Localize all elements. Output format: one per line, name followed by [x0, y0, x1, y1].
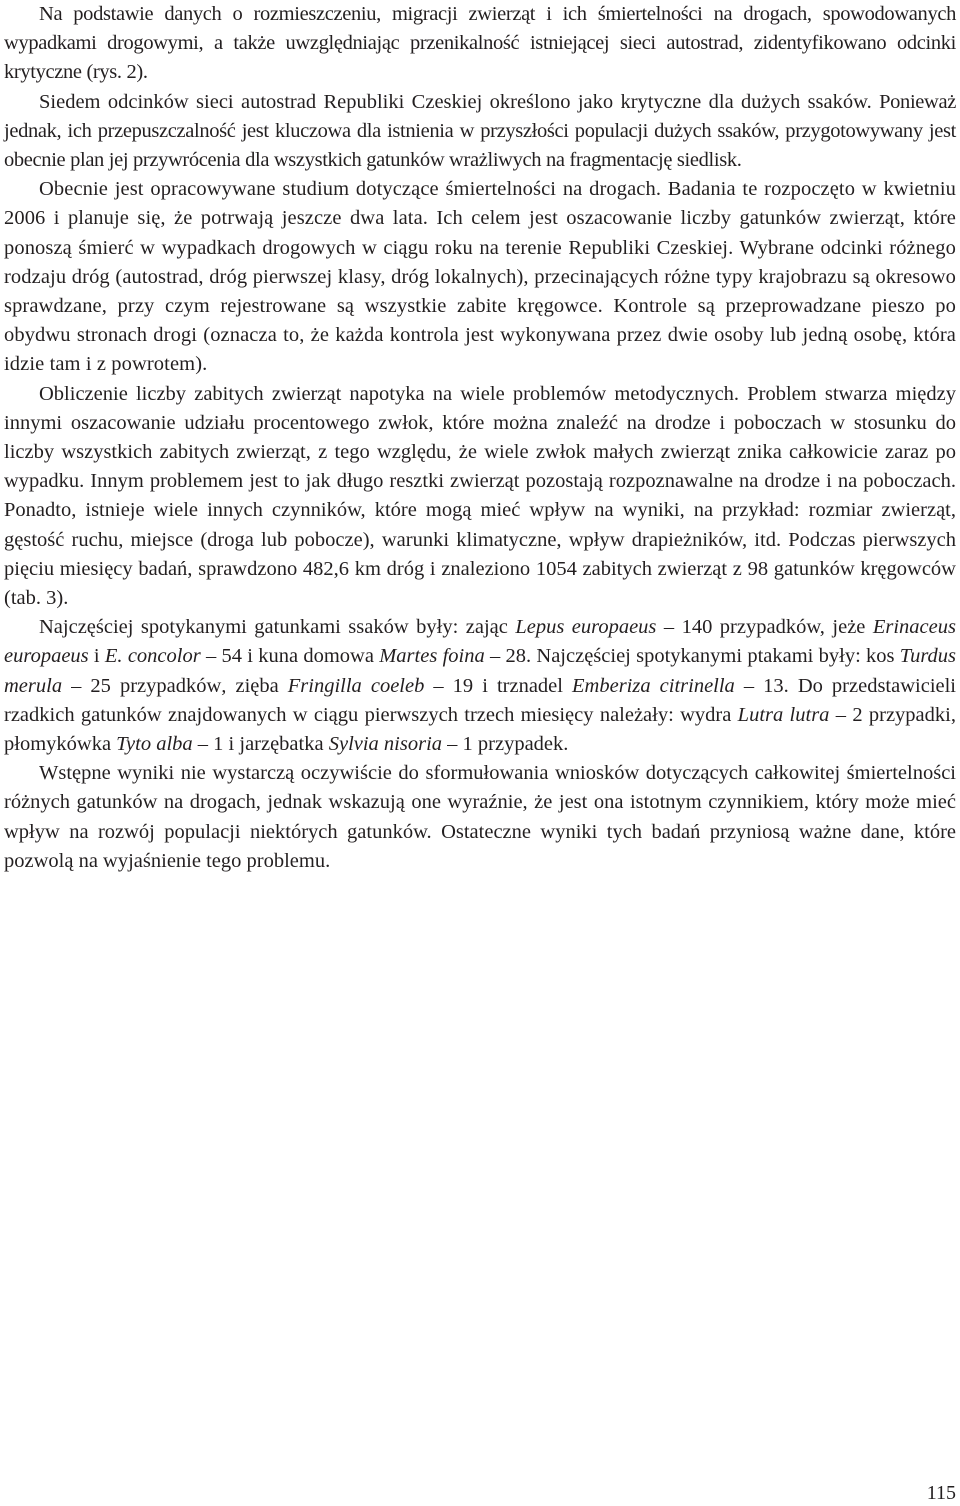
italic-comma: , [221, 674, 227, 697]
text-segment: Najczęściej spotykanymi gatunkami ssaków były: zając [39, 616, 516, 639]
text-segment: – 25 przypadków [62, 674, 222, 697]
paragraph-critical-sections: Na podstawie danych o rozmieszczeniu, migracji zwierząt i ich śmiertelności na drogach, spowodowanych wypadkami drogowymi, a także uwzględniając przenikalność istniejącej sieci autostrad, zidentyfikowano odcinki krytyczne (rys. 2). [4, 3, 956, 84]
text-segment: – 1 i jarzębatka [192, 733, 329, 756]
paragraph-large-mammals [4, 88, 956, 176]
article-body [4, 0, 956, 876]
text-segment: – 2 przypadki, płomykówka [4, 703, 956, 756]
species-name: E. concolor [104, 645, 201, 668]
text-segment: – 1 przypadek. [442, 733, 569, 756]
permeability-sentence: Ponieważ jednak, ich przepuszczalność jest kluczowa dla istnienia w przyszłości populacji dużych ssaków, przygotowywany jest obecnie plan jej przywrócenia dla wszystkich gatunków wrażliwych na fragmentację siedlisk. [4, 90, 957, 172]
species-name: Emberiza citrinella [572, 674, 735, 697]
text-segment: i [88, 645, 105, 668]
species-name: Lepus europaeus [515, 616, 657, 639]
text-segment: zięba [226, 674, 288, 697]
species-name: Lutra lutra [737, 703, 830, 726]
page-number: 115 [926, 1482, 956, 1504]
text-segment: – 28. Najczęściej spotykanymi ptakami były: kos [484, 645, 900, 668]
large-mammals-sentence: Siedem odcinków sieci autostrad Republiki Czeskiej określono jako krytyczne dla dużych ssaków. [39, 90, 872, 113]
species-name: Tyto alba [116, 733, 193, 756]
species-name: Erinaceus europaeus [4, 616, 956, 668]
text-segment: – 13. Do przedstawicieli rzadkich gatunków znajdowanych w ciągu pierwszych trzech miesięcy należały: wydra [4, 674, 956, 726]
text-segment: – 19 i trznadel [424, 674, 573, 697]
paragraph-methodology: Obliczenie liczby zabitych zwierząt napotyka na wiele problemów metodycznych. Problem stwarza między innymi oszacowanie udziału procentowego zwłok, które można znaleźć na drodze i poboczach w stosunku do liczby wszystkich zabitych zwierząt, z tego względu, że wiele zwłok małych zwierząt znika całkowicie zaraz po wypadku. Innym problemem jest to jak długo resztki zwierząt pozostają rozpoznawalne na drodze i na poboczach. Ponadto, istnieje wiele innych czynników, które mogą mieć wpływ na wyniki, na przykład: rozmiar zwierząt, gęstość ruchu, miejsce (droga lub pobocze), warunki klimatyczne, wpływ drapieżników, itd. Podczas pierwszych pięciu miesięcy badań, sprawdzono 482,6 km dróg i znaleziono 1054 zabitych zwierząt z 98 gatunków kręgowców (tab. 3). [4, 382, 956, 610]
paragraph-conclusions: Wstępne wyniki nie wystarczą oczywiście do sformułowania wniosków dotyczących całkowitej śmiertelności różnych gatunków na drogach, jednak wskazują one wyraźnie, że jest ona istotnym czynnikiem, który może mieć wpływ na rozwój populacji niektórych gatunków. Ostateczne wyniki tych badań przyniosą ważne dane, które pozwolą na wyjaśnienie tego problemu. [4, 762, 956, 872]
text-segment: – 54 i kuna domowa [200, 645, 380, 668]
species-name: Turdus merula [4, 645, 957, 697]
species-name: Fringilla coeleb [287, 674, 425, 697]
text-segment: – 140 przypadków, jeże [656, 616, 873, 639]
species-name: Martes foina [379, 645, 485, 668]
paragraph-species-results [4, 613, 956, 759]
paragraph-mortality-study: Obecnie jest opracowywane studium dotyczące śmiertelności na drogach. Badania te rozpoczęto w kwietniu 2006 i planuje się, że potrwają jeszcze dwa lata. Ich celem jest oszacowanie liczby gatunków zwierząt, które ponoszą śmierć w wypadkach drogowych w ciągu roku na terenie Republiki Czeskiej. Wybrane odcinki różnego rodzaju dróg (autostrad, dróg pierwszej klasy, dróg lokalnych), przecinających różne typy krajobrazu są okresowo sprawdzane, przy czym rejestrowane są wszystkie zabite kręgowce. Kontrole są przeprowadzane pieszo po obydwu stronach drogi (oznacza to, że każda kontrola jest wykonywana przez dwie osoby lub jedną osobę, która idzie tam i z powrotem). [4, 178, 956, 376]
species-name: Sylvia nisoria [328, 733, 443, 756]
